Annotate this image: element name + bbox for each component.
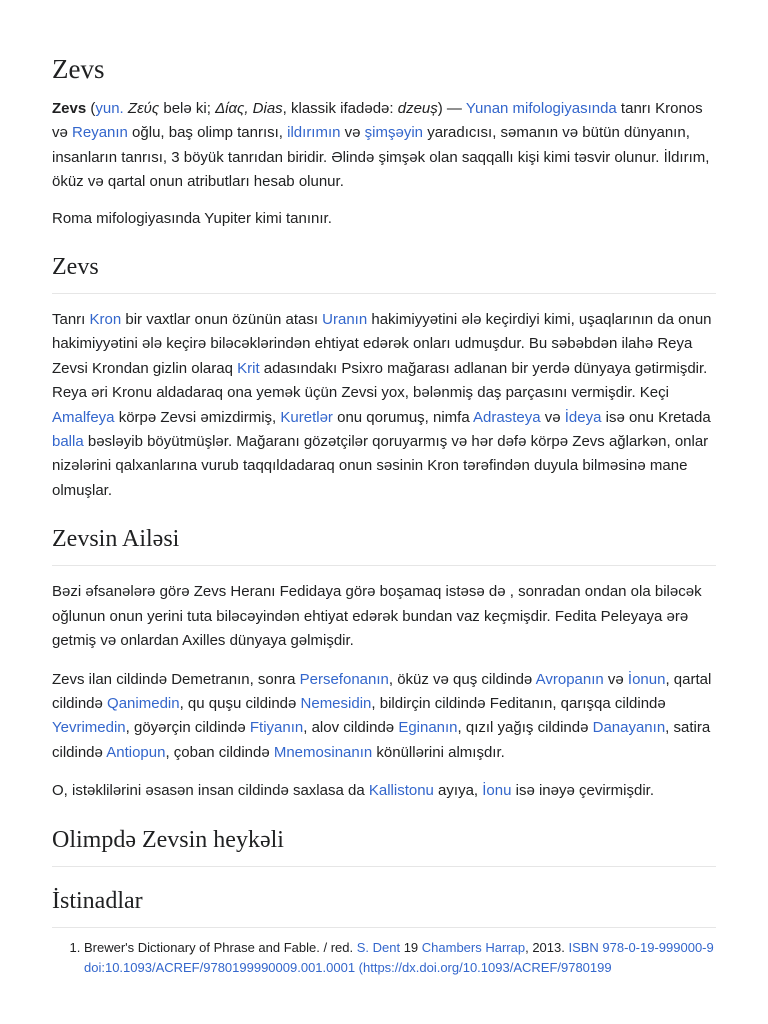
link-avropa[interactable]: Avropanın: [535, 670, 604, 688]
link-yevrimed[interactable]: Yevrimedin: [52, 719, 126, 737]
references-list: [52, 938, 716, 979]
link-isbn[interactable]: ISBN 978-0-19-999000-9: [568, 939, 714, 955]
link-danaya[interactable]: Danayanın: [592, 719, 666, 737]
link-adrasteya[interactable]: Adrasteya: [473, 408, 541, 426]
link-egina[interactable]: Eginanın: [398, 719, 458, 737]
family-paragraph-2: Zevs ilan cildində Demetranın, sonra Persefonanın, öküz və quş cildində Avropanın və İonun, qartal cildində Qanimedin, qu quşu cildində Nemesidin, bildirçin cildində Feditanın, qarışqa cildində Yevrimedin, göyərçin cildində Ftiyanın, alov cildində Eginanın, qızıl yağış cildində Danayanın, satira cildində Antiopun, çoban cildində Mnemosinanın könüllərini almışdır.: [52, 670, 712, 761]
link-uran[interactable]: Uranın: [322, 311, 368, 329]
section-heading-olimp-heykel: Olimpdə Zevsin heykəli: [52, 826, 716, 867]
link-krit[interactable]: Krit: [237, 359, 260, 377]
link-mnemosina[interactable]: Mnemosinanın: [273, 743, 373, 761]
family-paragraph-3: O, istəklilərini əsasən insan cildində saxlasa da Kallistonu ayıya, İonu isə inəyə çevirmişdir.: [52, 782, 654, 800]
page-title: Zevs: [52, 54, 105, 84]
intro-paragraph: Zevs (yun. Ζεύς belə ki; Δίας, Dias, klassik ifadədə: dzeuș) — Yunan mifologiyasında tanrı Kronos və Reyanın oğlu, baş olimp tanrısı, ildırımın və şimşəyin yaradıcısı, səmanın və bütün dünyanın, insanların tanrısı, 3 böyük tanrıdan biridir. Əlində şimşək olan saqqallı kişi kimi təsvir olunur. İldırım, öküz və qartal onun atributları hesab olunur.: [52, 100, 710, 191]
link-ftiya[interactable]: Ftiyanın: [249, 719, 304, 737]
section-heading-zevs: Zevs: [52, 253, 716, 294]
link-nemesida[interactable]: Nemesidin: [300, 694, 372, 712]
link-ion[interactable]: İonun: [627, 670, 666, 688]
link-s-dent[interactable]: S. Dent: [356, 939, 401, 955]
link-kallisto[interactable]: Kallistonu: [368, 782, 434, 800]
link-ildirim[interactable]: ildırımın: [287, 124, 341, 142]
link-antiopa[interactable]: Antiopun: [106, 743, 166, 761]
link-reya[interactable]: Reyanın: [72, 124, 128, 142]
link-yunan-mifologiyasi[interactable]: Yunan mifologiyasında: [465, 100, 617, 117]
link-chambers-harrap[interactable]: Chambers Harrap: [421, 939, 526, 955]
link-ion-2[interactable]: İonu: [482, 782, 512, 800]
link-kron[interactable]: Kron: [89, 311, 122, 329]
reference-item: 1. Brewer's Dictionary of Phrase and Fable. / red. S. Dent 19 Chambers Harrap, 2013. ISBN 978-0-19-999000-9 doi:10.1093/ACREF/9780199990009.001.0001 (https://dx.doi.org/10.1093/ACREF/9780199: [84, 938, 716, 979]
link-doi[interactable]: doi:10.1093/ACREF/9780199990009.001.0001 (https://dx.doi.org/10.1093/ACREF/9780199: [84, 960, 612, 976]
family-paragraph-1: Bəzi əfsanələrə görə Zevs Heranı Fedidaya görə boşamaq istəsə də , sonradan ondan ola biləcək oğlunun onun yerini tuta biləcəyindən ehtiyat edərək bundan vaz keçmişdir. Fedita Peleyaya ərə getmiş və onlardan Axilles dünyaya gəlmişdir.: [52, 583, 702, 650]
link-ideya[interactable]: İdeya: [564, 408, 602, 426]
link-persefona[interactable]: Persefonanın: [299, 670, 389, 688]
link-yun[interactable]: yun.: [95, 100, 124, 117]
section-zevs-paragraph: Tanrı Kron bir vaxtlar onun özünün atası Uranın hakimiyyətini ələ keçirdiyi kimi, uşaqlarının da onun hakimiyyətini ələ keçirə biləcəklərindən ehtiyat edərək onları udmuşdur. Bu səbəbdən ilahə Reya Zevsi Krondan gizlin olaraq Krit adasındakı Psixro mağarası adlanan bir yerdə dünyaya gətirmişdir. Reya əri Kronu aldadaraq ona yemək üçün Zevsi yox, bələnmiş daş parçasını vermişdir. Keçi Amalfeya körpə Zevsi əmizdirmiş, Kuretlər onu qorumuş, nimfa Adrasteya və İdeya isə onu Kretada balla bəsləyib böyütmüşlər. Mağaranı gözətçilər qoruyarmış və hər dəfə körpə Zevs ağlarkən, onlar nizələrini qalxanlarına vurub taqqıldadaraq onun səsinin Kron tərəfindən duyula bilməsinə mane olmuşlar.: [52, 311, 712, 499]
link-bal[interactable]: balla: [52, 433, 84, 451]
section-heading-istinadlar: İstinadlar: [52, 887, 716, 928]
article-subject: Zevs: [52, 100, 87, 117]
section-heading-zevsin-ailesi: Zevsin Ailəsi: [52, 525, 716, 566]
link-simsek[interactable]: şimşəyin: [364, 124, 424, 142]
intro-paragraph-2: Roma mifologiyasında Yupiter kimi tanınır.: [52, 209, 332, 227]
link-kuretler[interactable]: Kuretlər: [280, 408, 333, 426]
link-qanimed[interactable]: Qanimedin: [107, 694, 180, 712]
link-amalfeya[interactable]: Amalfeya: [52, 408, 115, 426]
